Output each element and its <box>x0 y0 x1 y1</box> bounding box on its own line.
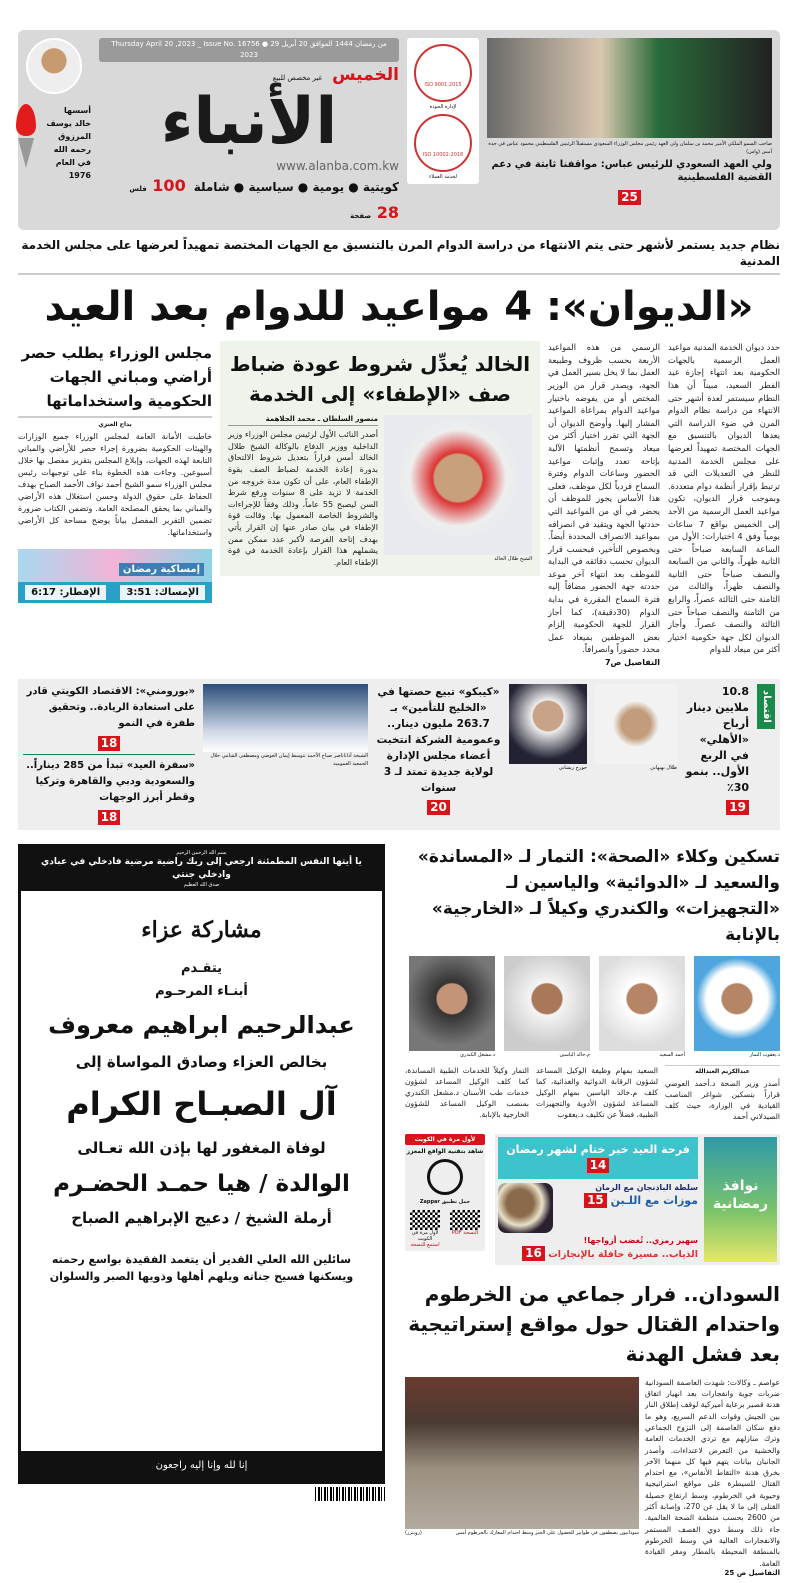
ahli-photo-1 <box>595 684 677 764</box>
ahli-caption: جورج ريشاني <box>558 765 587 772</box>
certificates <box>407 38 479 184</box>
promo-item[interactable] <box>498 1137 698 1179</box>
top-story <box>487 38 772 205</box>
sudan-headline[interactable]: السودان.. فرار جماعي من الخرطوم واحتدام القتال حول مواقع إستراتيجية بعد فشل الهدنة <box>408 1281 780 1366</box>
prayer-line: ويسكنها فسيح جناته ويلهم أهلها وذويها الصبر والسلوان <box>49 1270 354 1284</box>
promo-kicker: سلطة الباذنجان مع الرمان <box>595 1183 698 1193</box>
verse-footer: إنا لله وإنا إليه راجعون <box>21 1451 382 1481</box>
iso-10002-seal: ISO 10002:2018 <box>414 114 472 172</box>
page-ref: 14 <box>587 1158 610 1173</box>
lead-more[interactable]: التفاصيل ص7 <box>604 658 660 668</box>
economy-strip <box>18 679 780 830</box>
khaled-caption: الشيخ طلال الخالد <box>494 556 532 563</box>
health-photo-2 <box>599 956 685 1051</box>
founder-row <box>16 104 91 182</box>
page-ref[interactable]: 18 <box>98 736 121 751</box>
promo-text: الذياب.. مسيرة حافلة بالإنجازات <box>548 1249 698 1261</box>
founder-line: 1976 <box>68 171 91 180</box>
founder-line: في العام <box>55 158 91 167</box>
price <box>129 176 185 195</box>
zappar-logo <box>427 1159 463 1195</box>
eggplant-photo <box>498 1183 553 1233</box>
iftar-value: 6:17 <box>31 587 56 599</box>
economy-photo <box>203 684 368 752</box>
page-ref[interactable]: 20 <box>427 800 450 815</box>
pages-unit: صفحة <box>350 212 372 220</box>
top-story-headline[interactable]: ولي العهد السعودي للرئيس عباس: مواقفنا ثابتة في دعم القضية الفلسطينية <box>491 159 772 183</box>
prayer-line: سائلين الله العلي القدير أن يتغمد الفقيدة بواسع رحمته <box>51 1253 352 1267</box>
deceased-name: عبدالرحيم ابراهيم معروف <box>48 1011 355 1040</box>
promo-text: موزات مع اللـبن <box>610 1194 698 1208</box>
imsak-time <box>120 585 205 600</box>
photo-caption: د.يعقوب التمار <box>749 1052 780 1059</box>
promo-text: فرحة العيد خير ختام لشهر رمضان <box>506 1143 690 1157</box>
qr-label: استمع للنسخة <box>410 1242 440 1249</box>
health-photo-3 <box>504 956 590 1051</box>
zappar-ad[interactable] <box>405 1134 485 1251</box>
pen-icon <box>18 138 34 168</box>
cabinet-byline: بداح العنزي <box>18 416 212 428</box>
founder-portrait <box>26 38 82 94</box>
founder-line: المرزوق <box>58 132 91 141</box>
qr-code[interactable] <box>410 1210 440 1248</box>
price-unit: فلس <box>129 185 147 193</box>
cabinet-headline[interactable]: مجلس الوزراء يطلب حصر أراضي ومباني الجهات الحكومية واستخداماتها <box>21 344 212 411</box>
flame-icon <box>16 104 36 136</box>
imsakiya-title: إمساكية رمضان <box>119 563 204 576</box>
sudan-credit: (رويترز) <box>405 1529 422 1536</box>
khaled-headline[interactable]: الخالد يُعدِّل شروط عودة ضباط صف «الإطفاء» إلى الخدمة <box>229 352 531 407</box>
price-value: 100 <box>152 176 186 195</box>
economy-photo-caption: الشيخة أداناناصر صباح الأحمد تتوسط إيمان العوضي ومصطفى الشامي خلال الجمعية العمومية <box>210 753 368 768</box>
pages-value: 28 <box>376 203 399 222</box>
page-ref: 15 <box>584 1193 607 1208</box>
photo-caption: أحمد السعيد <box>659 1052 685 1059</box>
day-label: الخميس <box>332 65 399 85</box>
founder-line: أسسها <box>63 106 91 115</box>
khaled-byline: منصور السلطان ـ محمد الجلاهمة <box>228 415 378 426</box>
photo-caption: م.خالد الياسين <box>559 1052 590 1059</box>
barcode <box>315 1487 385 1501</box>
boroumi-headline[interactable]: «بورومني»: الاقتصاد الكويتي قادر على استعادة الريادة.. وتحقيق طفرة في النمو <box>26 686 195 730</box>
qr-label: لأول مرة في الكويت <box>411 1230 439 1243</box>
ahli-photo-2 <box>509 684 587 764</box>
deceased-mother: الوالدة / هيا حمـد الحضـرم <box>53 1171 350 1198</box>
health-body-col1: أصدر وزير الصحة د.أحمد العوضي قراراً بتسكين شواغر المناصب القيادية في الوزارة، حيث كلف الصيدلاني أحمد <box>665 1079 780 1122</box>
health-body-col3: التمار وكيلاً للخدمات الطبية المساندة، كما كلف الوكيل المساعد لشؤون خدمات طب الأسنان د.مشعل الكندري بمنصب الوكيل المساعد للشؤون الخارجية بالإنابة. <box>405 1066 529 1120</box>
imsak-label: الإمساك: <box>154 587 199 599</box>
top-story-photo <box>487 38 772 138</box>
verse-header <box>21 847 382 891</box>
tagline-row <box>99 176 399 222</box>
page-ref[interactable]: 25 <box>618 190 641 205</box>
condolence-line: أبنـاء المرحـوم <box>155 984 248 1000</box>
zappar-title: شاهد بتقنية الواقع المعزز <box>406 1148 484 1156</box>
khaled-box <box>220 341 540 576</box>
photo-caption: د.مشعل الكندري <box>460 1052 495 1059</box>
website-link[interactable]: www.alanba.com.kw <box>276 159 399 173</box>
page-ref[interactable]: 19 <box>726 800 749 815</box>
page-ref: 16 <box>522 1246 545 1261</box>
health-photo-4 <box>409 956 495 1051</box>
basmala: بسم الله الرحمن الرحيم <box>176 850 227 857</box>
health-byline: عبدالكريم العبدالله <box>665 1065 780 1075</box>
founder-line: خالد يوسف <box>46 119 91 128</box>
imsakiya-times <box>18 582 212 603</box>
sudan-caption: سودانيون يصطفون في طوابير للحصول على الخبز وسط احتدام المعارك بالخرطوم أمس <box>455 1529 639 1536</box>
top-story-caption: صاحب السمو الملكي الأمير محمد بن سلمان ولي العهد رئيس مجلس الوزراء السعودي مستقبلاً الرئيس الفلسطيني محمود عباس في جدة أمس (واس) <box>488 141 772 155</box>
promo-kicker: سهير رمزي.. تُغضب أزواجها! <box>583 1236 698 1246</box>
divider <box>23 754 195 755</box>
health-headline[interactable]: تسكين وكلاء «الصحة»: التمار لـ «المساندة» والسعيد لـ «الدوائية» والياسين لـ «التجهيزات» والكندري وكيلاً لـ «الخارجية» بالإنابة <box>417 847 780 946</box>
economy-label: اقتصاد <box>757 684 775 729</box>
lead-headline[interactable]: «الديوان»: 4 مواعيد للدوام بعد العيد <box>44 284 754 331</box>
zappar-app: حمل تطبيق Zappar <box>419 1199 471 1206</box>
promo-item[interactable] <box>557 1193 698 1208</box>
ahli-headline[interactable]: 10.8 ملايين دينار أرباح «الأهلي» في الربع الأول.. بنمو 30٪ <box>685 685 749 795</box>
lead-body-col1: حدد ديوان الخدمة المدنية مواعيد العمل الرسمية بالجهات الحكومية بعد انتهاء إجازة عيد الفطر السعيد، مبيناً أن هذا النظام سيستمر لعدة أشهر حتى الانتهاء من دراسة نظام الدوام المرن في ضوء الدراسة التي يعدها الديوان بالتنسيق مع الجهات المختصة تمهيداً لعرضها على مجلس الخدمة المدنية للنظر في التعديلات التي قد ترتبط بإقرار أنظمة دوام متعددة. وبموجب قرار الديوان، تكون مواعيد العمل الرسمية من الأحد إلى الخميس بواقع 7 ساعات يومياً وفق 4 اختيارات: الأول من الساعة السابعة صباحاً حتى الثانية ظهراً، والثاني من السابعة والنصف صباحاً حتى الثانية والنصف ظهراً، والثالث من الثامنة حتى الثالثة عصراً، والرابع من الثامنة والنصف صباحاً حتى الثالثة والنصف عصراً. وأجاز الديوان لكل جهة حكومية اختيار أكثر من ميعاد للدوام <box>668 342 780 655</box>
ahli-caption: طلال بهبهاني <box>650 765 677 772</box>
condolence-line: بخالص العزاء وصادق المواساة إلى <box>75 1053 328 1072</box>
imsakiya-box <box>18 549 212 603</box>
sudan-photo <box>405 1377 639 1529</box>
condolence-title: مشاركة عزاء <box>141 917 262 944</box>
founder-note <box>39 104 91 182</box>
bottom-row <box>18 844 780 1577</box>
qr-codes <box>405 1210 485 1248</box>
tagline: كويتية ● يومية ● سياسية ● شاملة <box>193 180 399 194</box>
verse-end: صدق الله العظيم <box>183 882 220 889</box>
khaled-photo <box>384 415 532 555</box>
eid-headline[interactable]: «سفرة العيد» تبدأ من 285 ديناراً.. والسعودية ودبي والقاهرة وتركيا وقطر أبرز الوجهات <box>26 760 195 804</box>
kipco-headline[interactable]: «كيبكو» تبيع حصتها في «الخليج للتأمين» بـ 263.7 مليون دينار.. وعمومية الشركة انتخبت أعضاء مجلس الإدارة لولاية جديدة تمتد لـ 3 سنوات <box>376 686 501 795</box>
iftar-label: الإفطار: <box>59 587 101 599</box>
condolence-line: لوفاة المغفور لها بإذن الله تعـالى <box>77 1139 326 1158</box>
qr-code[interactable] <box>450 1210 480 1248</box>
lead-kicker: نظام جديد يستمر لأشهر حتى يتم الانتهاء من دراسة الدوام المرن بالتنسيق مع الجهات المختصة تمهيداً لعرضها على مجلس الخدمة المدنية <box>18 238 780 275</box>
day-row <box>99 65 399 85</box>
family-name: آل الصبـاح الكرام <box>66 1085 337 1124</box>
condolence-ad <box>18 844 385 1484</box>
ramadan-logo: نوافذ رمضانية <box>704 1137 777 1262</box>
founder-block <box>16 38 91 182</box>
promo-item[interactable] <box>498 1246 698 1261</box>
condolence-line: يتقـدم <box>180 961 223 977</box>
cabinet-body: خاطبت الأمانة العامة لمجلس الوزراء جميع الوزارات والهيئات الحكومية بضرورة إجراء حصر للأراضي والمباني التابعة لهذه الجهات، وإبلاغ المجلس بتقرير مفصل بها خلال أسبوعين. وجاءت هذه الخطوة بناء على توجيهات رئيس مجلس الوزراء سمو الشيخ أحمد نواف الأحمد الصباح بهدف الحفاظ على حقوق الدولة وحسن استغلال هذه الأراضي والمباني بما يحقق المصلحة العامة. وتضمن الكتاب ضرورة تضمين التقرير المفصل بياناً يوضح مساحة كل الأراضي واستخداماتها. <box>18 432 212 538</box>
verse-text: يا أيتها النفس المطمئنة ارجعي إلى ربك راضية مرضية فادخلي في عبادي وادخلي جنتي <box>41 857 362 881</box>
imsak-value: 3:51 <box>126 587 152 599</box>
health-photos <box>405 956 780 1059</box>
lead-body-col2: الرسمي من هذه المواعيد الأربعة بحسب ظروف وطبيعة العمل بما لا يخل بسير العمل في الجهة، ويصدر قرار من الوزير المختص أو من يفوضه باختيار مواعيد الدوام بمراعاة المواعيد المشار إليها. وأوضح الديوان أن الجهة التي تقرر اختيار أكثر من ميعاد وتسمح أنظمتها الآلية بإتاحة تعدد وإثبات مواعيد الحضور وساعات الدوام وفترة السماح فردياً لكل موظف، فعلى هذا الأساس يجوز للموظف أن يحضر في أي من المواعيد التي حددتها الجهة ويتقيد في انصرافه بمواعيد الانصراف المحددة أيضاً. وبخصوص التأخير، فبحسب قرار الديوان تحسب دقائقه في البداية للموظف بعد انتهاء آخر موعد حددته جهة الحضور مضافاً إليه فترة السماح المقررة في بداية الدوام (30دقيقة)، كما أجاز القرار للجهة الحكومية إلزام بعض الموظفين بميعاد عمل محدد حضوراً وانصرافاً. <box>548 342 660 655</box>
iso-9001-seal: ISO 9001:2015 <box>414 44 472 102</box>
lead-row <box>18 341 780 667</box>
qr-label: النسخة PDF <box>451 1230 479 1237</box>
founder-line: رحمه الله <box>53 145 91 154</box>
sudan-body: عواصم ـ وكالات: شهدت العاصمة السودانية ضربات جوية وانفجارات بعد انهيار اتفاق هدنة قصير برعاية أميركية لوقف إطلاق النار بين الجيش وقوات الدعم السريع، وهو ما دفع سكان العاصمة إلى النزوح الجماعي وترك منازلهم مع تردي الخدمات العامة والخشية من التعرض لاعتداءات. وأصدر الجانبان بيانات يتهم فيها كل منهما الآخر بخرق هدنة «التقاط الأنفاس»، مع احتدام القتال للسيطرة على مواقع استراتيجية وحيوية في الخرطوم، وسط ارتفاع حصيلة القتلى إلى ما لا يقل عن 270، وإصابة أكثر من 2600 بحسب منظمة الصحة العالمية. جاء ذلك وسط دوي القصف المستمر والانفجارات العالية في وسط الخرطوم بالمنطقة المحيطة بالمطار ومقر القيادة العامة. <box>645 1377 780 1568</box>
cert-label: لخدمة العملاء <box>429 174 457 180</box>
not-for-sale: غير مخصص للبيع <box>272 74 323 82</box>
health-body-col2: السعيد بمهام وظيفة الوكيل المساعد لشؤون الرقابة الدوائية والغذائية، كما كلف م.خالد الياسين بمهام الوكيل المساعد لشؤون الأدوية والتجهيزات الطبية، فضلاً عن تكليف د.يعقوب <box>536 1066 658 1120</box>
page-count <box>350 203 399 222</box>
sudan-more[interactable]: التفاصيل ص 25 <box>724 1568 780 1577</box>
khaled-body: أصدر النائب الأول لرئيس مجلس الوزراء وزير الداخلية ووزير الدفاع بالوكالة الشيخ طلال الخالد أمس قراراً بتعديل شروط الالتحاق بدورة إعادة الخدمة لضباط الصف بقوة الإطفاء العام، على أن تكون مدة خروجه من الخدمة لا تزيد على 8 سنوات ورفع شرط السن ليصبح 55 عاماً، وذلك وفقاً للإجراءات والشروط الخاصة المعمول بها. وقالت قوة الإطفاء في بيان صادر عنها إن القرار يأتي بهدف إتاحة الفرصة لأكبر عدد ممكن ممن يشملهم هذا القرار بإعادة الخدمة في قوة الإطفاء العام. <box>228 430 378 567</box>
page-ref[interactable]: 18 <box>98 810 121 825</box>
masthead <box>18 30 780 230</box>
cert-label: لإدارة الجودة <box>429 104 457 110</box>
logo-block <box>99 38 399 222</box>
iftar-time <box>25 585 106 600</box>
ramadan-promo <box>495 1134 780 1265</box>
condolence-line: أرملة الشيخ / دعيج الإبراهيم الصباح <box>71 1209 332 1228</box>
logo: الأنباء <box>160 85 338 159</box>
date-bar: Thursday April 20 ,2023 _ Issue No. 16756 ● 29 من رمضان 1444 الموافق 20 أبريل 2023 <box>99 38 399 62</box>
health-photo-1 <box>694 956 780 1051</box>
zappar-banner: لأول مرة في الكويت <box>405 1134 485 1145</box>
